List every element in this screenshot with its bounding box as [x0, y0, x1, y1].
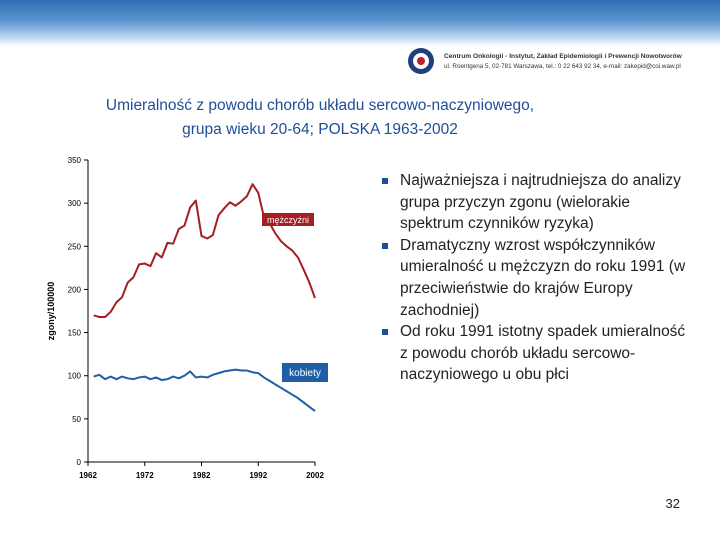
- slide-title-line-2: grupa wieku 20-64; POLSKA 1963-2002: [182, 121, 458, 138]
- y-tick-label: 150: [67, 328, 81, 338]
- series-label-men: mężczyźni: [266, 215, 310, 225]
- y-tick-label: 250: [67, 242, 81, 252]
- institute-logo-icon: [408, 48, 434, 74]
- mortality-line-chart: [40, 148, 340, 493]
- x-tick-label: 1962: [79, 471, 97, 480]
- x-tick-label: 1972: [135, 471, 154, 480]
- bullet-item: Od roku 1991 istotny spadek umieralność z powodu chorób układu sercowo-naczyniowego u obu płci: [378, 321, 688, 386]
- page-number: 32: [665, 496, 680, 511]
- bullet-list: [378, 170, 688, 386]
- x-tick-label: 1982: [192, 471, 211, 480]
- institute-header: [408, 48, 708, 76]
- y-tick-label: 350: [67, 156, 81, 165]
- x-tick-label: 2002: [306, 471, 324, 480]
- bullet-item: Najważniejsza i najtrudniejsza do analizy grupa przyczyn zgonu (wielorakie spektrum czynników ryzyka): [378, 170, 688, 235]
- institute-address: ul. Roentgena 5, 02-781 Warszawa, tel.: 0 22 643 92 34, e-mail: zakepid@coi.waw.pl: [444, 63, 681, 70]
- y-tick-label: 300: [67, 199, 81, 209]
- series-label-women: kobiety: [289, 368, 321, 379]
- x-tick-label: 1992: [249, 471, 268, 480]
- bullet-item: Dramatyczny wzrost współczynników umieralność u mężczyzn do roku 1991 (w przeciwieństwie do krajów Europy zachodniej): [378, 235, 688, 321]
- institute-name: Centrum Onkologii - Instytut, Zakład Epidemiologii i Prewencji Nowotworów: [444, 53, 682, 60]
- slide-title: [40, 94, 600, 142]
- series-line-men: [94, 184, 315, 317]
- series-line-women: [94, 370, 315, 411]
- y-tick-label: 200: [67, 285, 81, 295]
- y-axis-title: zgony/100000: [46, 281, 56, 341]
- y-tick-label: 100: [67, 371, 81, 381]
- top-banner: [0, 0, 720, 46]
- slide-title-line-1: Umieralność z powodu chorób układu sercowo-naczyniowego,: [105, 97, 535, 114]
- y-tick-label: 0: [76, 458, 81, 467]
- y-tick-label: 50: [72, 414, 81, 424]
